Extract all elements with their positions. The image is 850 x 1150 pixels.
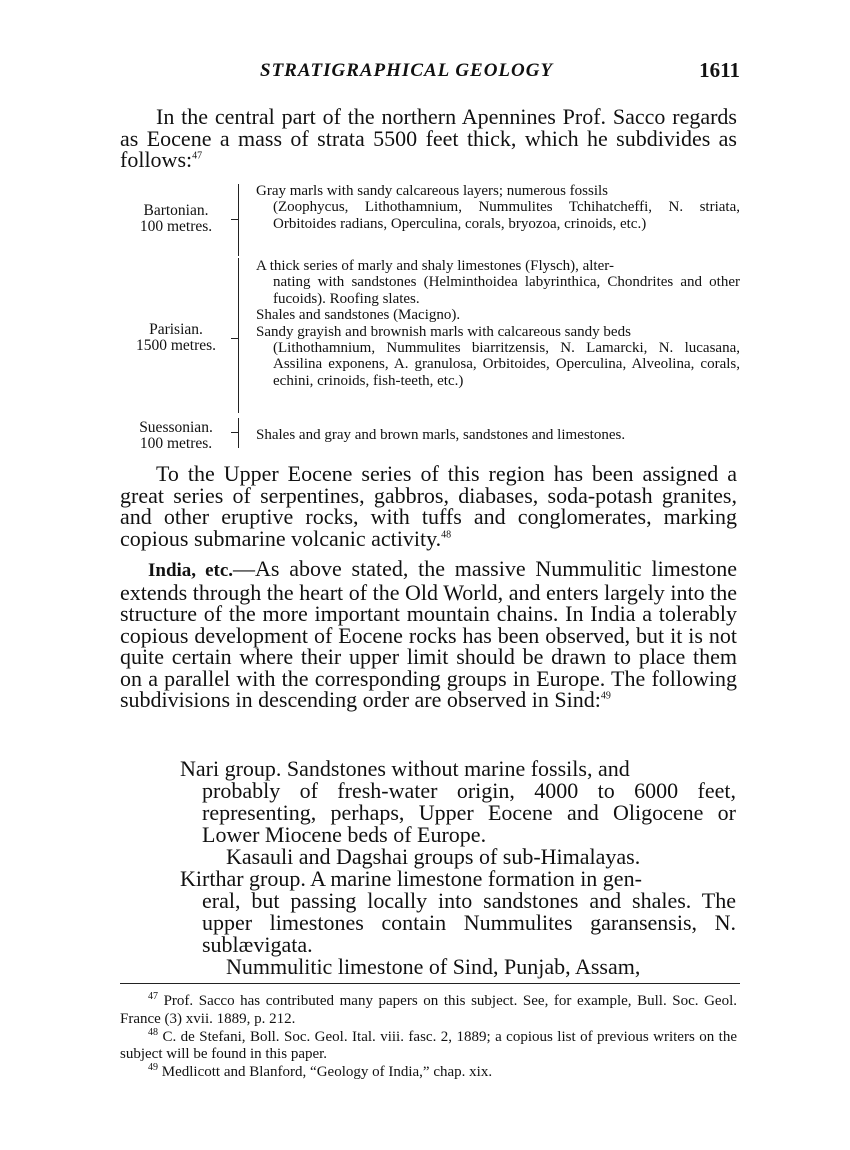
footnote-ref-47: 47 (192, 150, 203, 162)
intro-text: In the central part of the northern Apennines Prof. Sacco regards as Eocene a mass of strata 5500 feet thick, which he subdivides as follows: (120, 104, 737, 172)
stage-description-suessonian: Shales and gray and brown marls, sandstones and limestones. (256, 427, 626, 443)
stage-thickness: 1500 metres. (135, 337, 217, 354)
group-nari: Nari group. Sandstones without marine fossils, and probably of fresh-water origin, 4000 to 6000 feet, representing, perhaps, Upper Eocene and Oligocene or Lower Miocene beds of Europe. Kasauli and Dagshai groups of sub-Himalayas. (180, 756, 736, 869)
brace-suessonian (238, 418, 251, 448)
upper-eocene-text: To the Upper Eocene series of this region has been assigned a great series of serpentines, gabbros, diabases, soda-potash granites, and other eruptive rocks, with tuffs and conglomerates, marking copious submarine volcanic activity. (120, 461, 737, 551)
stage-name: Bartonian. (143, 202, 209, 219)
running-head (120, 60, 740, 90)
footnote-49: $^{49}$ Medlicott and Blanford, “Geology of India,” chap. xix. (148, 1062, 493, 1081)
stage-thickness: 100 metres. (139, 218, 213, 235)
footnote-rule (120, 983, 740, 984)
india-text: —As above stated, the massive Nummulitic limestone extends through the heart of the Old World, and enters largely into the structure of the more important mountain chains. In India a tolerably copious development of Eocene rocks has been observed, but it is not quite certain where their upper limit should be drawn to place them on a parallel with the corresponding groups in Europe. The following subdivisions in descending order are observed in Sind: (120, 556, 737, 712)
footnote-47: $^{47}$ Prof. Sacco has contributed many papers on this subject. See, for example, Bull. Soc. Geol. France (3) xvii. 1889, p. 212. (120, 991, 738, 1027)
stage-thickness: 100 metres. (139, 435, 213, 452)
stage-suessonian (112, 420, 240, 452)
page-number: 1611 (699, 58, 740, 82)
stage-name: Suessonian. (139, 419, 213, 436)
footnote-48: $^{48}$ C. de Stefani, Boll. Soc. Geol. Ital. viii. fasc. 2, 1889; a copious list of previous writers on the subject will be found in this paper. (120, 1026, 738, 1063)
footnote-ref-49: 49 (600, 690, 611, 702)
footnotes (120, 993, 737, 1082)
group-kirthar: Kirthar group. A marine limestone formation in gen- eral, but passing locally into sandstones and shales. The upper limestones contain Nummulites garansensis, N. sublævigata. Nummulitic limestone of Sind, Punjab, Assam, (180, 866, 736, 979)
stage-name: Parisian. (149, 321, 203, 338)
intro-paragraph (120, 106, 737, 171)
footnote-ref-48: 48 (441, 529, 452, 541)
brace-parisian (238, 258, 251, 413)
stage-description-bartonian: Gray marls with sandy calcareous layers; numerous fossils (Zoophycus, Lithothamnium, Nummulites Tchihatcheffi, N. striata, Orbitoides radians, Operculina, corals, bryozoa, crinoids, etc.) (256, 183, 740, 232)
india-paragraph (120, 558, 737, 711)
stage-parisian (112, 322, 240, 354)
running-title: STRATIGRAPHICAL GEOLOGY (260, 60, 554, 81)
brace-bartonian (238, 184, 251, 256)
india-heading: India, etc. (148, 560, 234, 581)
sind-groups (180, 758, 736, 978)
stage-bartonian (112, 203, 240, 235)
upper-eocene-paragraph (120, 463, 737, 549)
stage-description-parisian: A thick series of marly and shaly limestones (Flysch), alter- nating with sandstones (Helminthoidea labyrinthica, Chondrites and other fucoids). Roofing slates. Shales and sandstones (Macigno). Sandy grayish and brownish marls with calcareous sandy beds (Lithothamnium, Nummulites biarritzensis, N. Lamarcki, N. lucasana, Assilina exponens, A. granulosa, Orbitoides, Operculina, Alveolina, corals, echini, crinoids, fish-teeth, etc.) (256, 258, 740, 389)
